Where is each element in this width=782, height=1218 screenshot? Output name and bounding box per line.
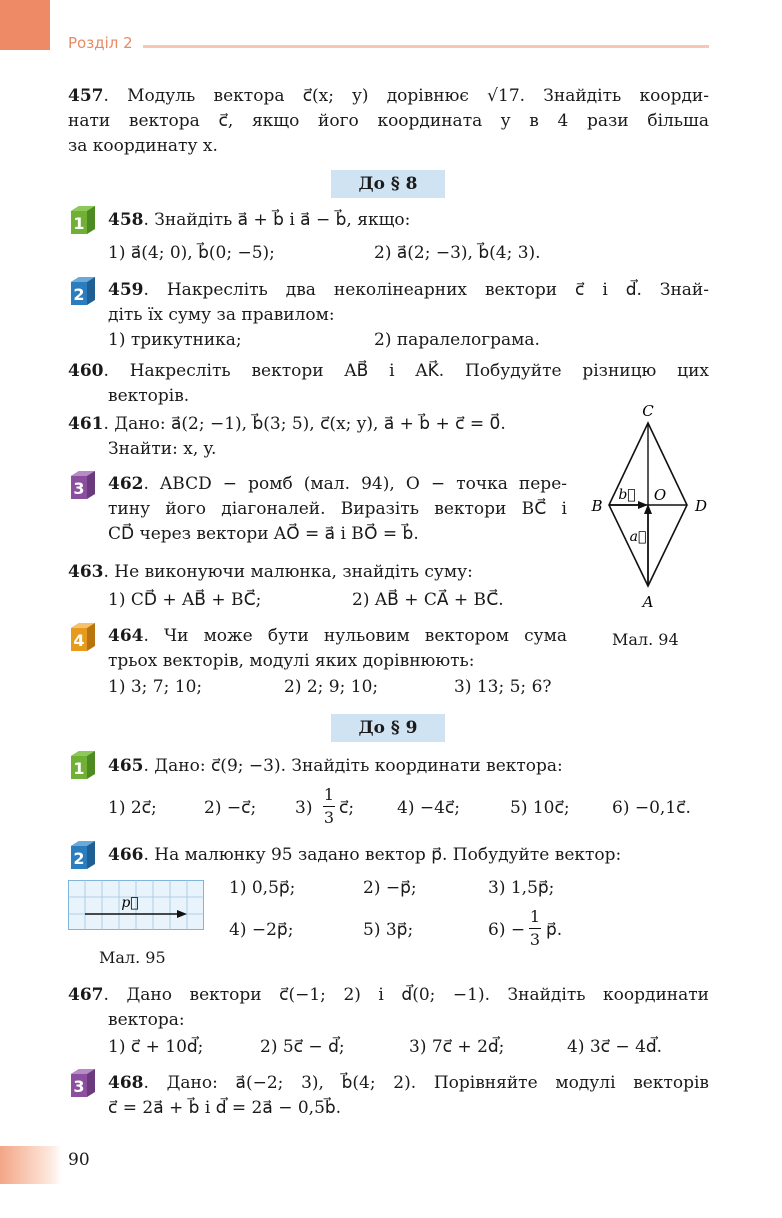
problem-465-option-3-fraction: 1 3 — [323, 785, 335, 827]
problem-465-option-3-prefix: 3) — [295, 798, 313, 818]
problem-465-option-5: 5) 10c⃗; — [510, 798, 570, 818]
label-D: D — [694, 497, 708, 515]
svg-text:3: 3 — [73, 1077, 85, 1096]
section-banner-9: До § 9 — [331, 714, 445, 742]
figure-94-caption: Мал. 94 — [612, 630, 679, 649]
problem-458: 458. Знайдіть a⃗ + b⃗ і a⃗ − b⃗, якщо: — [108, 210, 411, 230]
problem-466-option-6-fraction: 1 3 — [529, 907, 541, 949]
problem-464-option-3: 3) 13; 5; 6? — [454, 677, 552, 697]
level-3-badge-icon — [67, 1068, 97, 1098]
footer-decoration — [0, 1146, 62, 1184]
level-4-badge-icon — [67, 622, 97, 652]
label-O: O — [653, 486, 667, 504]
problem-459-option-1: 1) трикутника; — [108, 330, 242, 350]
problem-467: 467. Дано вектори c⃗(−1; 2) і d⃗(0; −1). Знайдіть координати вектора: — [68, 985, 709, 1030]
problem-468: 468. Дано: a⃗(−2; 3), b⃗(4; 2). Порівняйте модулі векторів c⃗ = 2a⃗ + b⃗ і d⃗ = 2a⃗ − 0,5b⃗. — [108, 1073, 709, 1118]
label-A: A — [642, 593, 654, 611]
problem-465-option-4: 4) −4c⃗; — [397, 798, 460, 818]
level-2-badge-icon — [67, 276, 97, 306]
figure-95-grid — [68, 880, 204, 930]
level-2-badge-icon — [67, 840, 97, 870]
problem-465: 465. Дано: c⃗(9; −3). Знайдіть координати вектора: — [108, 756, 563, 776]
problem-458-option-2: 2) a⃗(2; −3), b⃗(4; 3). — [374, 243, 541, 263]
figure-94-rhombus — [582, 398, 712, 618]
svg-text:2: 2 — [73, 849, 85, 868]
svg-text:2: 2 — [73, 285, 85, 304]
level-1-badge-icon — [67, 750, 97, 780]
problem-467-option-1: 1) c⃗ + 10d⃗; — [108, 1037, 204, 1057]
problem-465-option-3-value: c⃗; — [339, 798, 355, 818]
problem-466-option-3: 3) 1,5p⃗; — [488, 878, 555, 898]
problem-464: 464. Чи може бути нульовим вектором сума трьох векторів, модулі яких дорівнюють: — [108, 626, 567, 671]
problem-466: 466. На малюнку 95 задано вектор p⃗. Побудуйте вектор: — [108, 845, 622, 865]
figure-95-caption: Мал. 95 — [99, 948, 166, 967]
problem-467-option-2: 2) 5c⃗ − d⃗; — [260, 1037, 345, 1057]
label-vector-b: b⃗ — [618, 487, 636, 503]
section-banner-8: До § 8 — [331, 170, 445, 198]
problem-459-option-2: 2) паралелограма. — [374, 330, 540, 350]
page-number: 90 — [68, 1150, 90, 1170]
problem-466-option-4: 4) −2p⃗; — [229, 920, 294, 940]
problem-466-option-6-prefix: 6) − — [488, 920, 526, 940]
svg-text:4: 4 — [73, 631, 85, 650]
problem-460: 460. Накресліть вектори AB⃗ і AK⃗. Побудуйте різницю цих векторів. — [68, 361, 709, 406]
problem-465-option-1: 1) 2c⃗; — [108, 798, 157, 818]
problem-465-option-6: 6) −0,1c⃗. — [612, 798, 691, 818]
problem-467-option-4: 4) 3c⃗ − 4d⃗. — [567, 1037, 663, 1057]
svg-text:1: 1 — [73, 214, 85, 233]
problem-457: 457. Модуль вектора c⃗(x; y) дорівнює √17. Знайдіть коорди- нати вектора c⃗, якщо його координата y в 4 рази більша за координату x. — [68, 86, 709, 156]
corner-decoration — [0, 0, 50, 50]
label-vector-p: p⃗ — [121, 895, 139, 911]
label-vector-a: a⃗ — [629, 529, 647, 545]
problem-462: 462. ABCD − ромб (мал. 94), O − точка пере- тину його діагоналей. Виразіть вектори BC⃗ і CD⃗ через вектори AO⃗ = a⃗ і BO⃗ = b⃗. — [108, 474, 567, 544]
label-B: B — [591, 497, 603, 515]
problem-466-option-5: 5) 3p⃗; — [363, 920, 414, 940]
section-title: Розділ 2 — [68, 34, 133, 52]
problem-467-option-3: 3) 7c⃗ + 2d⃗; — [409, 1037, 505, 1057]
problem-466-option-1: 1) 0,5p⃗; — [229, 878, 296, 898]
problem-461: 461. Дано: a⃗(2; −1), b⃗(3; 5), c⃗(x; y), a⃗ + b⃗ + c⃗ = 0⃗. Знайти: x, y. — [68, 414, 506, 459]
problem-464-option-2: 2) 2; 9; 10; — [284, 677, 379, 697]
level-3-badge-icon — [67, 470, 97, 500]
problem-465-option-2: 2) −c⃗; — [204, 798, 257, 818]
svg-text:1: 1 — [73, 759, 85, 778]
header-rule — [143, 45, 709, 48]
label-C: C — [642, 402, 654, 420]
problem-464-option-1: 1) 3; 7; 10; — [108, 677, 203, 697]
problem-463-option-2: 2) AB⃗ + CA⃗ + BC⃗. — [352, 590, 504, 610]
problem-463: 463. Не виконуючи малюнка, знайдіть суму: — [68, 562, 473, 582]
problem-466-option-2: 2) −p⃗; — [363, 878, 417, 898]
problem-458-option-1: 1) a⃗(4; 0), b⃗(0; −5); — [108, 243, 275, 263]
problem-466-option-6-value: p⃗. — [546, 920, 563, 940]
problem-459: 459. Накресліть два неколінеарних вектори c⃗ і d⃗. Знай- діть їх суму за правилом: — [108, 280, 709, 325]
svg-text:3: 3 — [73, 479, 85, 498]
level-1-badge-icon — [67, 205, 97, 235]
problem-463-option-1: 1) CD⃗ + AB⃗ + BC⃗; — [108, 590, 262, 610]
